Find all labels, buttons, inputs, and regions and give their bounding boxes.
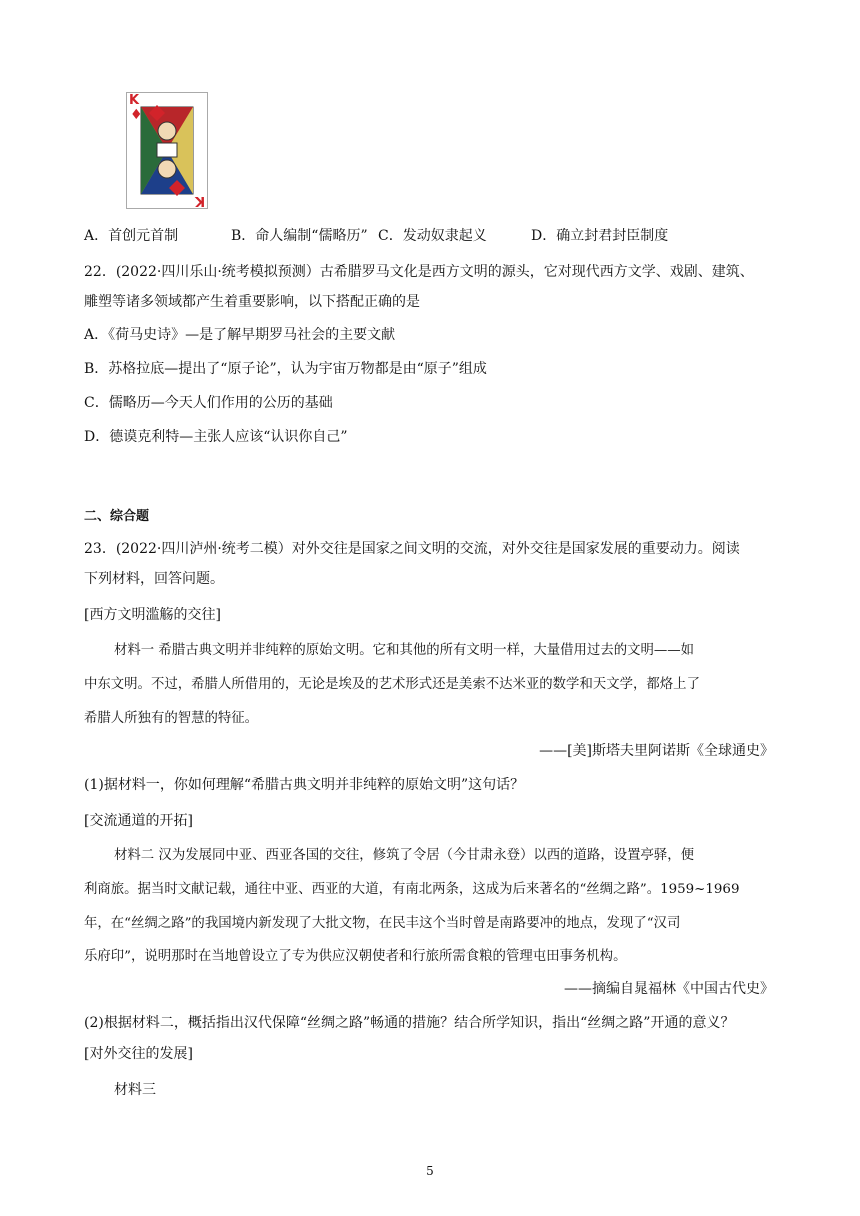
q23-stem-line2: 下列材料，回答问题。	[84, 571, 224, 587]
q22-option-a: A．《荷马史诗》—是了解早期罗马社会的主要文献	[84, 327, 396, 343]
q22-option-b: B．苏格拉底—提出了“原子论”，认为宇宙万物都是由“原子”组成	[84, 361, 487, 377]
diamond-suit-icon: ♦	[130, 107, 143, 123]
section-title: 二、综合题	[84, 509, 150, 524]
material2-line2: 利商旅。据当时文献记载，通往中亚、西亚的大道，有南北两条，这成为后来著名的“丝绸之路”。1959~1969	[84, 882, 740, 897]
card-rank-bottom: K	[194, 193, 205, 208]
q23-heading-1: [西方文明滥觞的交往]	[84, 607, 221, 623]
q22-stem-line2: 雕塑等诸多领域都产生着重要影响，以下搭配正确的是	[84, 294, 420, 310]
king-of-diamonds-card-image	[126, 92, 208, 209]
q21-option-c: C．发动奴隶起义	[378, 228, 487, 244]
material2-line3: 年，在“丝绸之路”的我国境内新发现了大批文物，在民丰这个当时曾是南路要冲的地点，发现了“汉司	[84, 916, 681, 931]
page-number: 5	[426, 1164, 434, 1178]
q23-stem-line1: 23．(2022·四川泸州·统考二模）对外交往是国家之间文明的交流，对外交往是国家发展的重要动力。阅读	[84, 541, 740, 557]
q23-subquestion-1: (1)据材料一，你如何理解“希腊古典文明并非纯粹的原始文明”这句话？	[84, 777, 525, 793]
q23-heading-3: [对外交往的发展]	[84, 1046, 193, 1062]
material1-source: ——[美]斯塔夫里阿诺斯《全球通史》	[539, 743, 774, 759]
q21-option-a: A．首创元首制	[84, 228, 179, 244]
material2-line4: 乐府印”，说明那时在当地曾设立了专为供应汉朝使者和行旅所需食粮的管理屯田事务机构。	[84, 949, 627, 964]
q22-option-c: C．儒略历—今天人们作用的公历的基础	[84, 395, 333, 411]
q21-option-b: B．命人编制“儒略历”	[231, 228, 368, 244]
material3-label: 材料三	[114, 1082, 156, 1098]
q23-subquestion-2: (2)根据材料二，概括指出汉代保障“丝绸之路”畅通的措施？结合所学知识，指出“丝绸之路”开通的意义？	[84, 1015, 735, 1031]
q21-option-d: D．确立封君封臣制度	[531, 228, 669, 244]
q23-heading-2: [交流通道的开拓]	[84, 813, 193, 829]
material1-line1: 材料一 希腊古典文明并非纯粹的原始文明。它和其他的所有文明一样，大量借用过去的文明——如	[114, 643, 695, 658]
material1-line3: 希腊人所独有的智慧的特征。	[84, 711, 259, 726]
material2-line1: 材料二 汉为发展同中亚、西亚各国的交往，修筑了令居（今甘肃永登）以西的道路，设置亭驿，便	[114, 848, 695, 863]
q22-option-d: D．德谟克利特—主张人应该“认识你自己”	[84, 429, 348, 445]
q22-stem-line1: 22．(2022·四川乐山·统考模拟预测）古希腊罗马文化是西方文明的源头，它对现代西方文学、戏剧、建筑、	[84, 264, 754, 280]
card-rank-top: K	[129, 93, 140, 108]
material1-line2: 中东文明。不过，希腊人所借用的，无论是埃及的艺术形式还是美索不达米亚的数学和天文学，都烙上了	[84, 677, 700, 692]
material2-source: ——摘编自晁福林《中国古代史》	[564, 981, 774, 997]
